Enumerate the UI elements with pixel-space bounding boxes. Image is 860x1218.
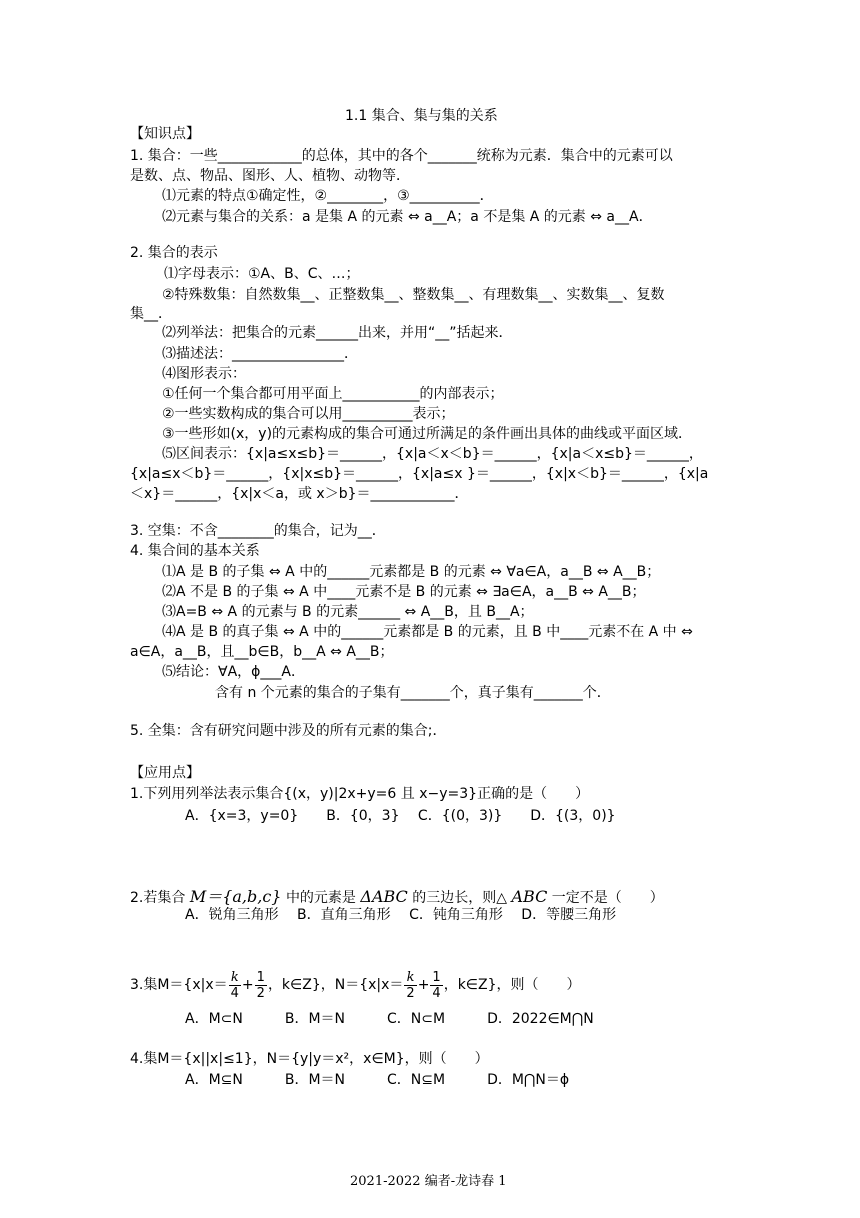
question-4-options: A．M⊆N B．M＝N C．N⊆M D．M⋂N＝ϕ	[185, 1072, 570, 1088]
q3-fraction-1	[229, 970, 241, 1001]
line-4: ⑵元素与集合的关系：a 是集 A 的元素 ⇔ a__A；a 不是集 A 的元素 ⇔ a__A．	[162, 209, 653, 225]
q2-suffix: 的三边长，则△	[412, 890, 508, 906]
line-13: ②一些实数构成的集合可以用__________表示；	[162, 406, 455, 422]
line-3: ⑴元素的特点①确定性，②________，③__________．	[162, 188, 494, 204]
line-1: 1. 集合：一些____________的总体，其中的各个_______统称为元素．集合中的元素可以	[130, 148, 673, 164]
line-18: 3. 空集：不含________的集合，记为__．	[130, 523, 386, 539]
question-3-options: A．M⊂N B．M＝N C．N⊂M D．2022∈M⋂N	[185, 1011, 594, 1027]
q3-f1-den: 4	[230, 985, 239, 1001]
question-1-options: A．{x=3，y=0} B．{0，3} C．{(0，3)} D．{(3，0)}	[185, 808, 616, 824]
line-2: 是数、点、物品、图形、人、植物、动物等．	[130, 168, 410, 184]
knowledge-header: 【知识点】	[130, 126, 200, 142]
q3-f3-den: 2	[406, 985, 415, 1001]
question-1: 1.下列用列举法表示集合{(x，y)|2x+y=6 且 x−y=3}正确的是（ ）	[130, 786, 590, 802]
question-4: 4.集M＝{x||x|≤1}，N＝{y|y＝x²，x∈M}，则（ ）	[130, 1051, 489, 1067]
q3-text-b: ，k∈Z}，N＝{x|x＝	[267, 977, 404, 993]
line-9: ⑵列举法：把集合的元素______出来，并用“__”括起来．	[162, 325, 513, 341]
line-15: ⑸区间表示：{x|a≤x≤b}＝______，{x|a＜x＜b}＝______，{x|a＜x≤b}＝______，	[162, 446, 703, 462]
line-6: ⑴字母表示：①A、B、C、…；	[164, 266, 360, 282]
line-11: ⑷图形表示：	[162, 366, 246, 382]
q3-text-a: 3.集M＝{x|x＝	[130, 977, 228, 993]
application-header: 【应用点】	[130, 765, 200, 781]
q3-fraction-4	[430, 970, 442, 1001]
question-2-options: A．锐角三角形 B．直角三角形 C．钝角三角形 D．等腰三角形	[185, 907, 617, 923]
page-title: 1.1 集合、集与集的关系	[345, 108, 498, 124]
q2-triangle-2: ABC	[511, 887, 548, 906]
line-27: 5. 全集：含有研究问题中涉及的所有元素的集合;．	[130, 723, 447, 739]
q2-end: 一定不是（ ）	[551, 890, 664, 906]
line-19: 4. 集合间的基本关系	[130, 543, 260, 559]
q3-f2-den: 2	[256, 985, 265, 1001]
q2-set-math: M＝{a,b,c}	[189, 887, 282, 906]
line-23: ⑷A 是 B 的真子集 ⇔ A 中的______元素都是 B 的元素，且 B 中____元素不在 A 中 ⇔	[162, 624, 693, 640]
q3-plus-2: +	[417, 977, 430, 993]
line-16: {x|a≤x＜b}＝______，{x|x≤b}＝______，{x|a≤x }＝______，{x|x＜b}＝______，{x|a	[130, 466, 709, 482]
question-3	[130, 968, 581, 1002]
q3-fraction-2	[255, 970, 267, 1001]
line-17: ＜x}＝______，{x|x＜a，或 x＞b}＝____________．	[130, 486, 469, 502]
line-22: ⑶A=B ⇔ A 的元素与 B 的元素______ ⇔ A__B，且 B__A；	[162, 604, 534, 620]
line-8: 集__．	[130, 306, 172, 322]
line-21: ⑵A 不是 B 的子集 ⇔ A 中____元素不是 B 的元素 ⇔ ∃a∈A，a__B ⇔ A__B；	[162, 584, 646, 600]
q3-f4-num: 1	[432, 969, 441, 985]
line-20: ⑴A 是 B 的子集 ⇔ A 中的______元素都是 B 的元素 ⇔ ∀a∈A，a__B ⇔ A__B；	[162, 564, 661, 580]
q3-plus: +	[241, 977, 254, 993]
page-footer: 2021-2022 编者-龙诗春 1	[350, 1174, 507, 1189]
line-26: 含有 n 个元素的集合的子集有_______个，真子集有_______个．	[215, 685, 611, 701]
q3-f3-num: k	[404, 970, 416, 986]
q3-fraction-3	[404, 970, 416, 1001]
line-25: ⑸结论：∀A，ϕ___A．	[162, 664, 305, 680]
line-14: ③一些形如(x，y)的元素构成的集合可通过所满足的条件画出具体的曲线或平面区域．	[162, 426, 693, 442]
line-24: a∈A，a__B，且__b∈B，b__A ⇔ A__B；	[130, 644, 394, 660]
line-12: ①任何一个集合都可用平面上___________的内部表示；	[162, 386, 504, 402]
line-7: ②特殊数集：自然数集__、正整数集__、整数集__、有理数集__、实数集__、复数	[162, 287, 665, 303]
q3-f4-den: 4	[432, 985, 441, 1001]
q3-text-c: ，k∈Z}，则（ ）	[443, 977, 581, 993]
q2-prefix: 2.若集合	[130, 890, 186, 906]
q2-mid: 中的元素是	[285, 890, 356, 906]
q3-f1-num: k	[229, 970, 241, 986]
q2-triangle: ΔABC	[360, 887, 408, 906]
q3-f2-num: 1	[256, 969, 265, 985]
line-10: ⑶描述法：________________．	[162, 346, 358, 362]
line-5: 2. 集合的表示	[130, 245, 218, 261]
